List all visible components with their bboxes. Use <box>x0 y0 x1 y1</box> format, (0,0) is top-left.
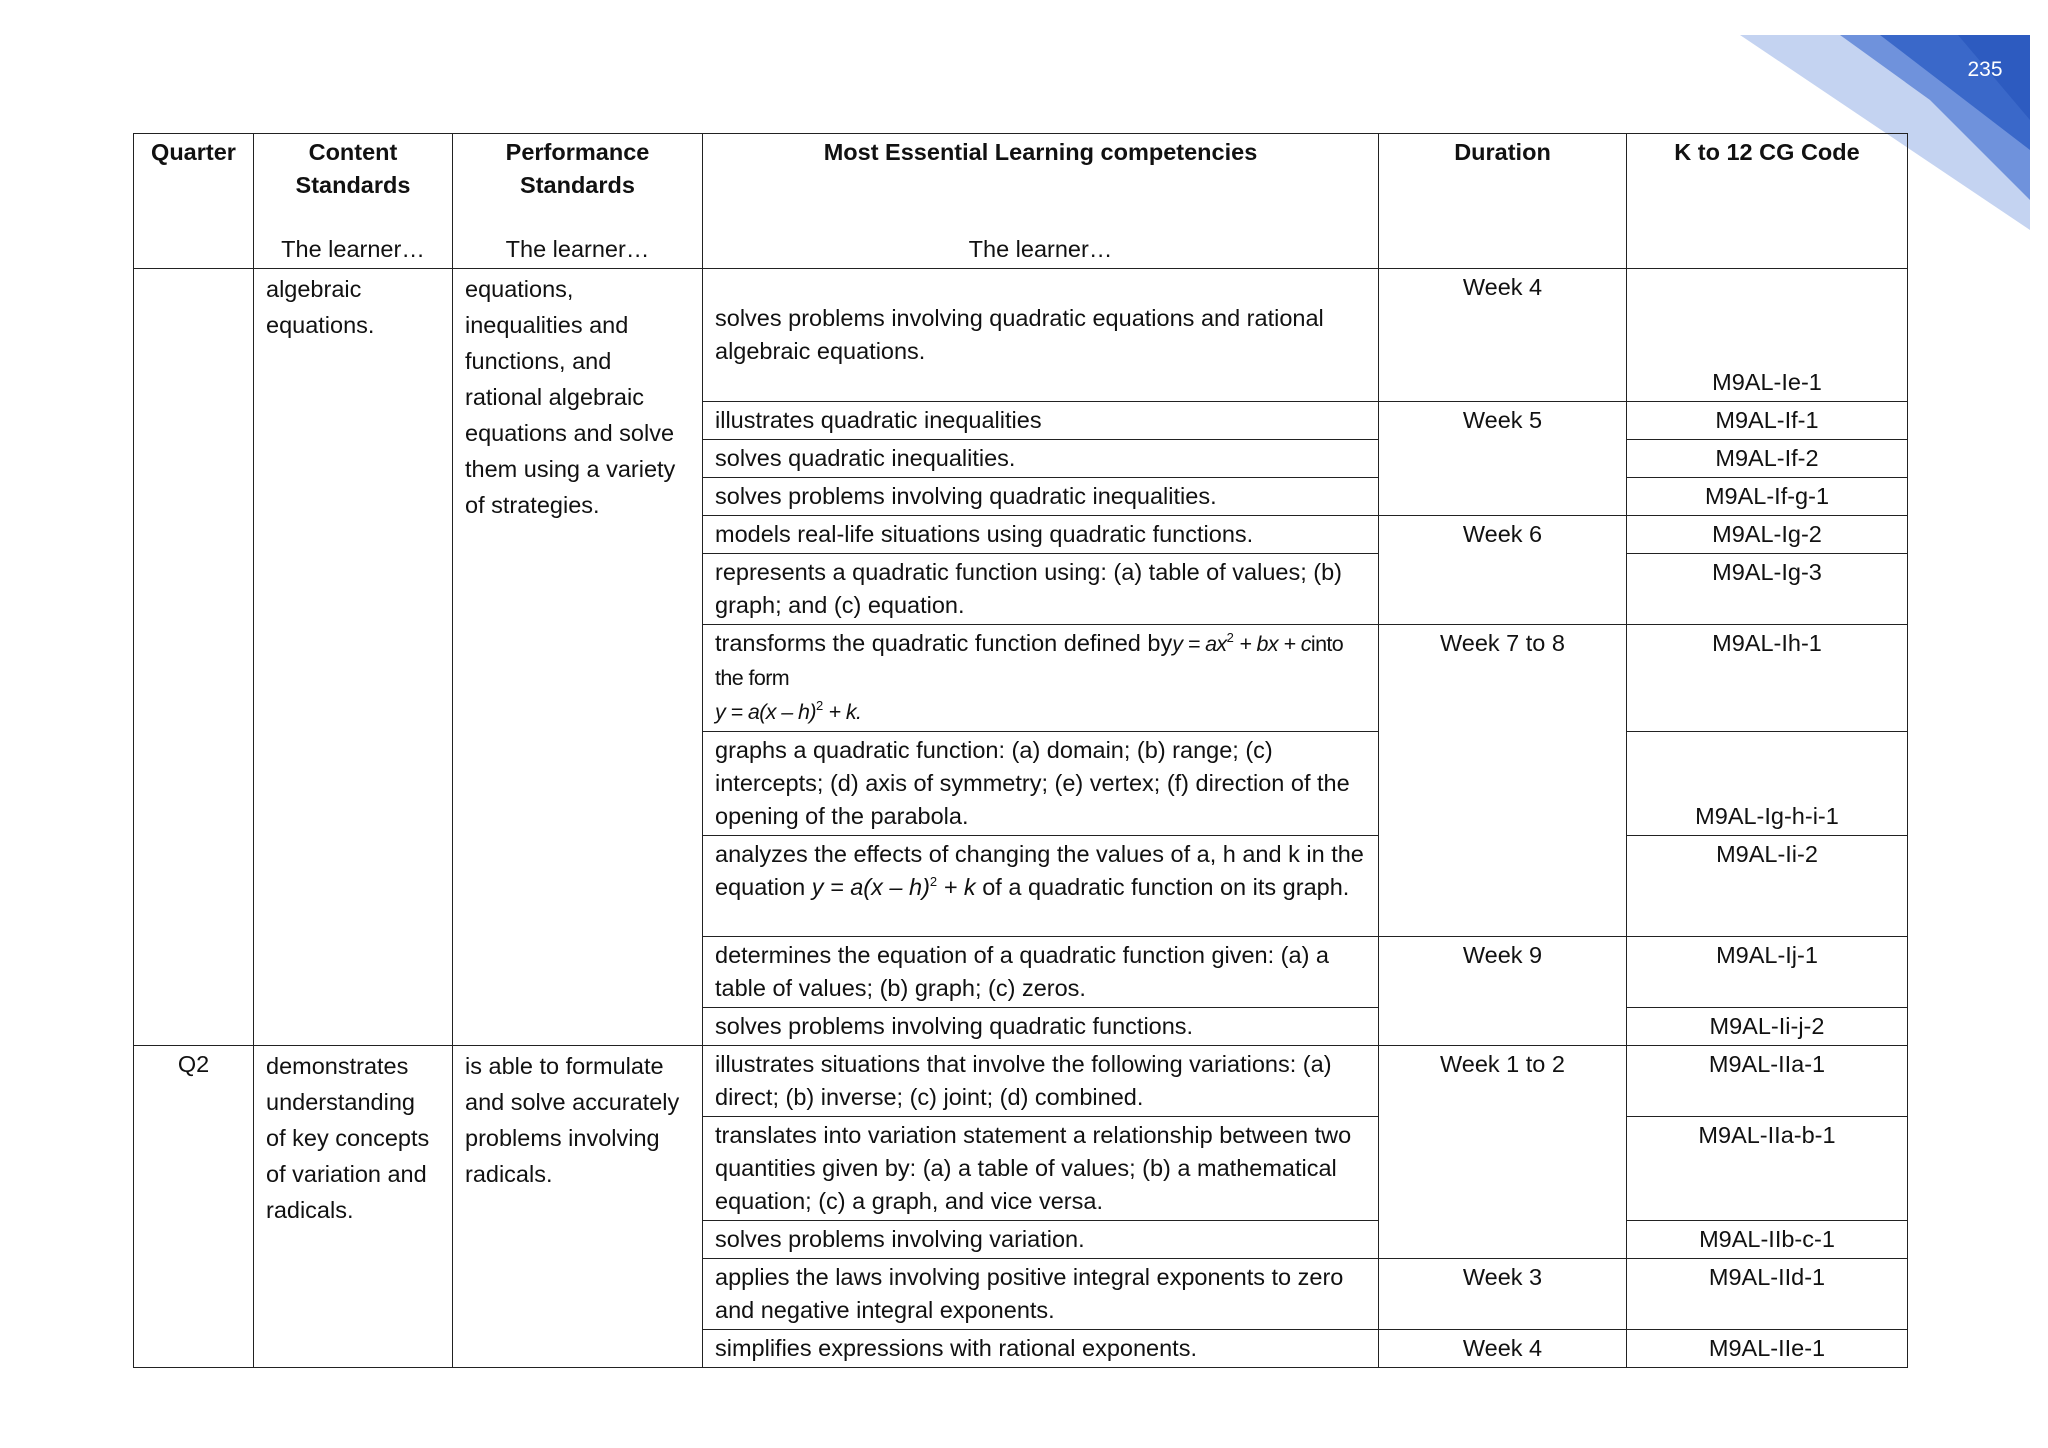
code-cell: M9AL-IId-1 <box>1627 1259 1908 1330</box>
melc-cell: simplifies expressions with rational exponents. <box>703 1330 1379 1368</box>
performance-standards-cell: equations, inequalities and functions, and rational algebraic equations and solve them using a variety of strategies. <box>453 269 703 1046</box>
code-cell: M9AL-Ig-h-i-1 <box>1627 732 1908 836</box>
header-content-standards: Content Standards The learner… <box>254 134 453 269</box>
quarter-cell-q1 <box>134 269 254 1046</box>
melc-cell: models real-life situations using quadratic functions. <box>703 516 1379 554</box>
duration-cell: Week 3 <box>1379 1259 1627 1330</box>
melc-cell: illustrates situations that involve the following variations: (a) direct; (b) inverse; (c) joint; (d) combined. <box>703 1046 1379 1117</box>
melc-cell: transforms the quadratic function defined byy = $ax^2$ + bx + cinto the form y = a(x – h)$^2$ + k. <box>703 625 1379 732</box>
code-cell: M9AL-IIb-c-1 <box>1627 1221 1908 1259</box>
melc-cell: solves problems involving variation. <box>703 1221 1379 1259</box>
duration-cell: Week 4 <box>1379 269 1627 402</box>
melc-cell: translates into variation statement a relationship between two quantities given by: (a) a table of values; (b) a mathematical equation; (c) a graph, and vice versa. <box>703 1117 1379 1221</box>
page-number: 235 <box>1967 58 2003 81</box>
melc-cell: graphs a quadratic function: (a) domain; (b) range; (c) intercepts; (d) axis of symmetry; (e) vertex; (f) direction of the opening of the parabola. <box>703 732 1379 836</box>
melc-cell: illustrates quadratic inequalities <box>703 402 1379 440</box>
duration-cell: Week 6 <box>1379 516 1627 625</box>
code-cell: M9AL-If-1 <box>1627 402 1908 440</box>
code-cell: M9AL-If-g-1 <box>1627 478 1908 516</box>
melc-table <box>133 133 1908 1368</box>
code-cell: M9AL-IIe-1 <box>1627 1330 1908 1368</box>
code-cell: M9AL-Ih-1 <box>1627 625 1908 732</box>
content-standards-cell: demonstrates understanding of key concepts of variation and radicals. <box>254 1046 453 1368</box>
melc-cell: solves quadratic inequalities. <box>703 440 1379 478</box>
melc-cell: represents a quadratic function using: (a) table of values; (b) graph; and (c) equation. <box>703 554 1379 625</box>
melc-cell: determines the equation of a quadratic function given: (a) a table of values; (b) graph; (c) zeros. <box>703 937 1379 1008</box>
performance-standards-cell: is able to formulate and solve accurately problems involving radicals. <box>453 1046 703 1368</box>
melc-cell: solves problems involving quadratic inequalities. <box>703 478 1379 516</box>
header-melc-sub: The learner… <box>968 236 1113 262</box>
melc-cell: solves problems involving quadratic functions. <box>703 1008 1379 1046</box>
melc-cell: analyzes the effects of changing the values of a, h and k in the equation y = a(x – h)$^2$ + k of a quadratic function on its graph. <box>703 836 1379 937</box>
header-melc: Most Essential Learning competencies The learner… <box>703 134 1379 269</box>
duration-cell: Week 1 to 2 <box>1379 1046 1627 1259</box>
duration-cell: Week 7 to 8 <box>1379 625 1627 937</box>
code-cell: M9AL-If-2 <box>1627 440 1908 478</box>
melc-cell: applies the laws involving positive integral exponents to zero and negative integral exponents. <box>703 1259 1379 1330</box>
code-cell: M9AL-Ij-1 <box>1627 937 1908 1008</box>
code-cell: M9AL-Ie-1 <box>1627 269 1908 402</box>
table-row <box>134 1046 1908 1117</box>
code-cell: M9AL-Ii-2 <box>1627 836 1908 937</box>
duration-cell: Week 9 <box>1379 937 1627 1046</box>
header-code: K to 12 CG Code <box>1627 134 1908 269</box>
quarter-cell-q2: Q2 <box>134 1046 254 1368</box>
header-duration: Duration <box>1379 134 1627 269</box>
code-cell: M9AL-IIa-b-1 <box>1627 1117 1908 1221</box>
duration-cell: Week 5 <box>1379 402 1627 516</box>
header-content-sub: The learner… <box>281 236 425 262</box>
melc-cell: solves problems involving quadratic equations and rational algebraic equations. <box>703 269 1379 402</box>
header-quarter: Quarter <box>134 134 254 269</box>
duration-cell: Week 4 <box>1379 1330 1627 1368</box>
code-cell: M9AL-Ii-j-2 <box>1627 1008 1908 1046</box>
code-cell: M9AL-Ig-2 <box>1627 516 1908 554</box>
code-cell: M9AL-IIa-1 <box>1627 1046 1908 1117</box>
content-standards-cell: algebraic equations. <box>254 269 453 1046</box>
table-row <box>134 269 1908 402</box>
header-performance-standards: Performance Standards The learner… <box>453 134 703 269</box>
header-performance-sub: The learner… <box>505 236 650 262</box>
code-cell: M9AL-Ig-3 <box>1627 554 1908 625</box>
header-row <box>134 134 1908 269</box>
